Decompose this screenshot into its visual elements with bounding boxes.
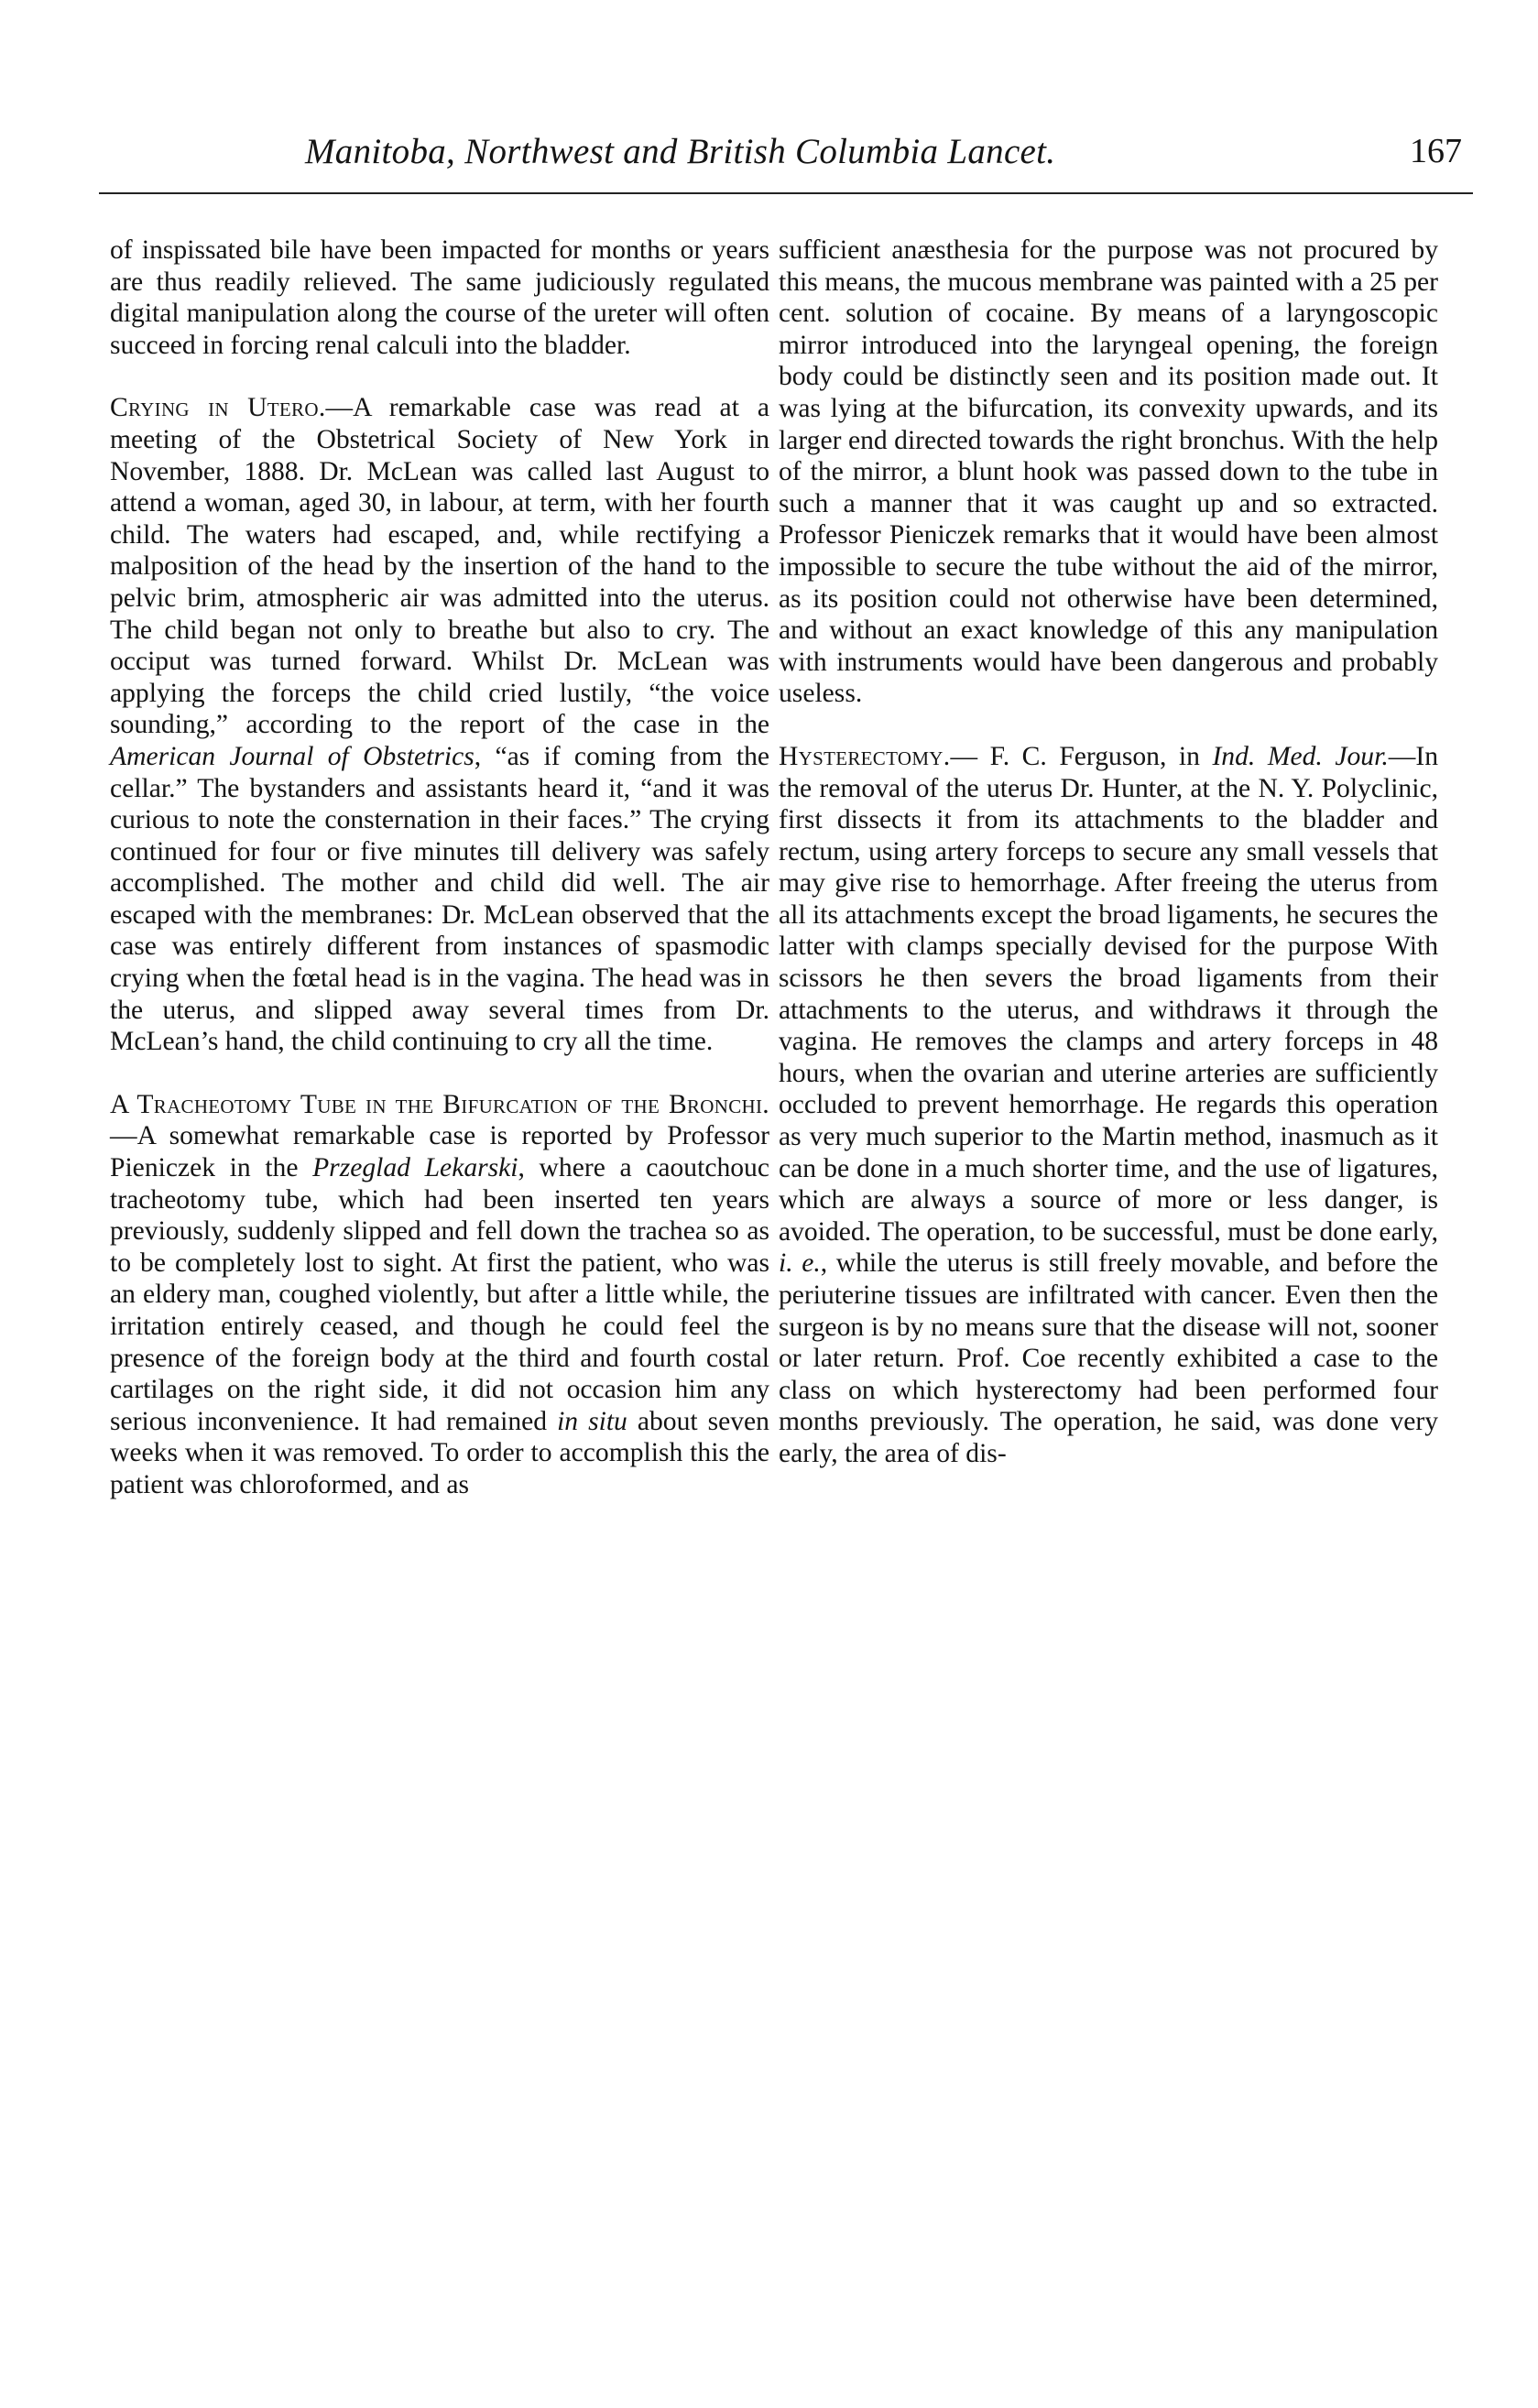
left-column: [110, 234, 769, 1501]
section-heading: Crying in Utero.: [110, 393, 326, 423]
right-column: [779, 234, 1438, 1470]
section-heading: Hysterectomy.: [779, 741, 951, 771]
journal-title: Ind. Med. Jour.: [1212, 741, 1389, 771]
abbreviation: i. e.: [779, 1248, 821, 1279]
paragraph-text: —In the removal of the uterus Dr. Hunter, at the N. Y. Polyclinic, first dissects it from its attachments to the bladder and rectum, using artery forceps to secure any small vessels that may give rise to hemorrhage. After freeing the uterus from all its attachments except the broad ligaments, he secures the latter with clamps specially devised for the purpose With scissors he then severs the broad ligaments from their attachments to the uterus, and withdraws it through the vagina. He removes the clamps and artery forceps in 48 hours, when the ovarian and uterine arteries are sufficiently occluded to prevent hemorrhage. He regards this operation as very much superior to the Martin method, inasmuch as it can be done in a much shorter time, and the use of ligatures, which are always a source of more or less danger, is avoided. The operation, to be successful, must be done early,: [779, 741, 1438, 1247]
paragraph-text: , while the uterus is still freely movable, and before the periuterine tissues are infiltrated with cancer. Even then the surgeon is by no means sure that the disease will not, sooner or later return. Prof. Coe recently exhibited a case to the class on which hysterectomy had been performed four months previously. The operation, he said, was done very early, the area of dis-: [779, 1248, 1438, 1468]
header-rule: [99, 192, 1473, 194]
paragraph-text: —A remarkable case was read at a meeting of the Obstetrical Society of New York in November, 1888. Dr. McLean was called last August to attend a woman, aged 30, in labour, at term, with her fourth child. The waters had escaped, and, while rectifying a malposition of the head by the insertion of the hand to the pelvic brim, atmospheric air was admitted into the uterus. The child began not only to breathe but also to cry. The occiput was turned forward. Whilst Dr. McLean was applying the forceps the child cried lustily, “the voice sounding,” according to the report of the case in the: [110, 393, 769, 740]
section-heading: A Tracheotomy Tube in the Bifurcation of the Bronchi.: [110, 1089, 769, 1119]
journal-title: American Journal of Obstetrics: [110, 741, 474, 771]
tracheotomy-tube-paragraph: [110, 1089, 769, 1501]
page-header: [99, 114, 1462, 171]
latin-phrase: in situ: [557, 1406, 627, 1436]
paragraph-text: about seven weeks when it was removed. To order to accomplish this the patient was chloroformed, and as: [110, 1406, 769, 1499]
paragraph-text: , “as if coming from the cellar.” The bystanders and assistants heard it, “and it was curious to note the consternation in their faces.” The crying continued for four or five minutes till delivery was safely accomplished. The mother and child did well. The air escaped with the membranes: Dr. McLean observed that the case was entirely different from instances of spasmodic crying when the fœtal head is in the vagina. The head was in the uterus, and slipped away several times from Dr. McLean’s hand, the child continuing to cry all the time.: [110, 741, 770, 1057]
journal-title: Przeglad Lekarski: [312, 1153, 518, 1183]
crying-in-utero-paragraph: [110, 392, 769, 1057]
hysterectomy-paragraph: [779, 741, 1438, 1470]
bile-paragraph: of inspissated bile have been impacted for months or years are thus readily relieved. The same judiciously regulated digital manipulation along the course of the ureter will often succeed in forcing renal calculi into the bladder.: [110, 235, 769, 360]
paragraph-text: , where a caoutchouc tracheotomy tube, which had been inserted ten years previously, suddenly slipped and fell down the trachea so as to be completely lost to sight. At first the patient, who was an eldery man, coughed violently, but after a little while, the irritation entirely ceased, and though he could feel the presence of the foreign body at the third and fourth costal cartilages on the right side, it did not occasion him any serious inconvenience. It had remained: [110, 1153, 769, 1436]
running-title: Manitoba, Northwest and British Columbia Lancet.: [305, 132, 1056, 171]
paragraph-text: — F. C. Ferguson, in: [950, 741, 1213, 771]
anaesthesia-paragraph: sufficient anæsthesia for the purpose was not procured by this means, the mucous membrane was painted with a 25 per cent. solution of cocaine. By means of a laryngoscopic mirror introduced into the laryngeal opening, the foreign body could be distinctly seen and its position made out. It was lying at the bifurcation, its convexity upwards, and its larger end directed towards the right bronchus. With the help of the mirror, a blunt hook was passed down to the tube in such a manner that it was caught up and so extracted. Professor Pieniczek remarks that it would have been almost impossible to secure the tube without the aid of the mirror, as its position could not otherwise have been determined, and without an exact knowledge of this any manipulation with instruments would have been dangerous and probably useless.: [779, 235, 1438, 709]
paragraph-text: —A somewhat remarkable case is reported by Professor Pieniczek in the: [110, 1121, 769, 1183]
page-number: 167: [1410, 132, 1462, 170]
